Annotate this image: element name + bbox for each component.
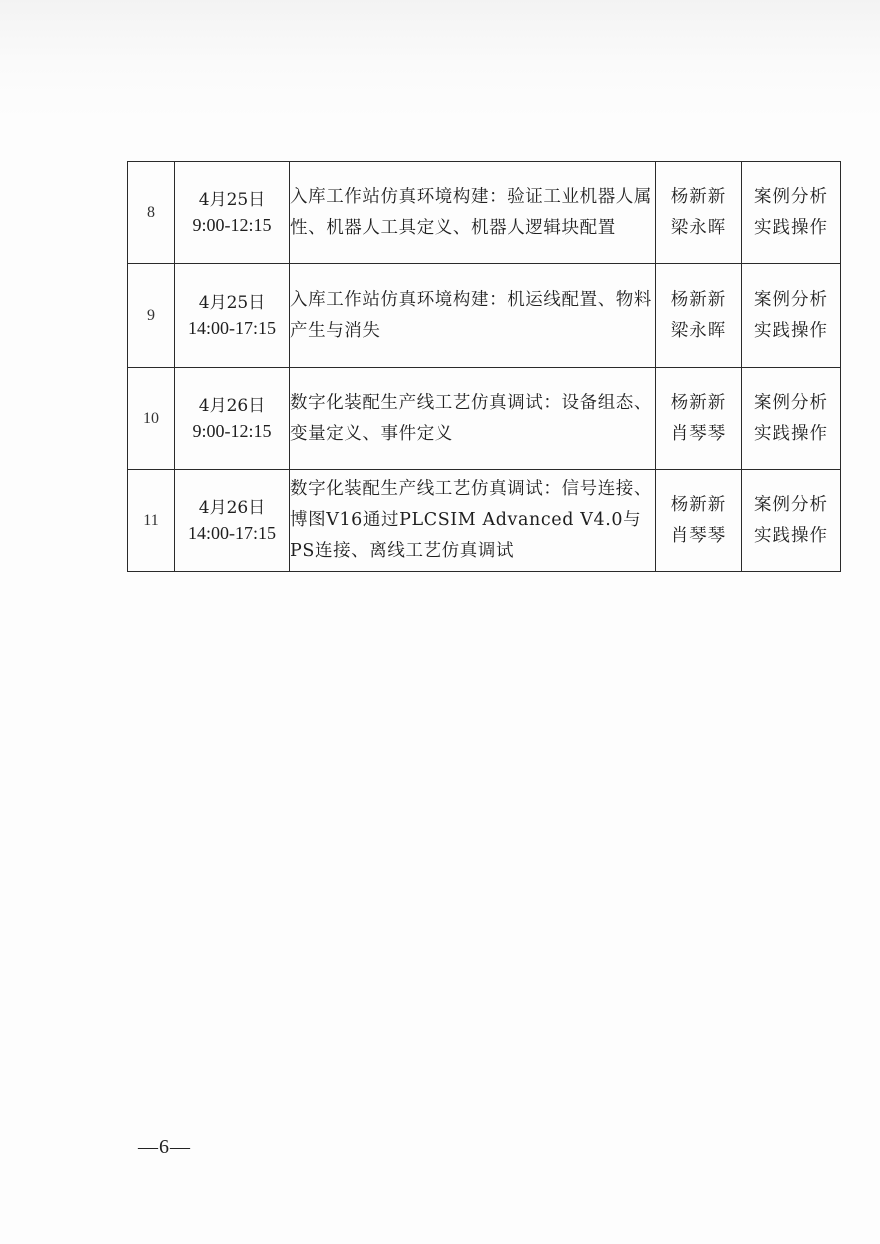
row-number: 8 <box>128 162 175 264</box>
session-date-time <box>175 368 290 470</box>
session-teachers <box>656 470 742 572</box>
page-number: —6— <box>138 1136 191 1158</box>
session-methods <box>742 368 841 470</box>
teacher-name: 杨新新 <box>670 186 727 207</box>
session-methods <box>742 264 841 368</box>
teaching-method: 实践操作 <box>754 423 828 444</box>
teacher-name: 杨新新 <box>670 289 727 310</box>
session-time: 9:00-12:15 <box>192 214 272 235</box>
session-content: 入库工作站仿真环境构建：验证工业机器人属性、机器人工具定义、机器人逻辑块配置 <box>290 162 656 264</box>
row-number: 11 <box>128 470 175 572</box>
table-row <box>128 470 841 572</box>
teaching-method: 案例分析 <box>754 494 828 515</box>
teaching-method: 案例分析 <box>754 392 828 413</box>
session-date: 4月25日 <box>198 292 266 313</box>
teacher-name: 杨新新 <box>670 494 727 515</box>
session-teachers <box>656 368 742 470</box>
row-number: 10 <box>128 368 175 470</box>
teaching-method: 案例分析 <box>754 186 828 207</box>
table-row <box>128 162 841 264</box>
page-scan-shading <box>0 0 880 120</box>
teaching-method: 实践操作 <box>754 525 828 546</box>
session-methods <box>742 470 841 572</box>
teacher-name: 肖琴琴 <box>670 525 727 546</box>
session-teachers <box>656 264 742 368</box>
teaching-method: 实践操作 <box>754 320 828 341</box>
table-row <box>128 368 841 470</box>
session-time: 14:00-17:15 <box>188 522 276 543</box>
training-schedule-table <box>127 161 841 572</box>
session-date-time <box>175 264 290 368</box>
session-date: 4月25日 <box>198 189 266 210</box>
session-date-time <box>175 162 290 264</box>
teaching-method: 实践操作 <box>754 217 828 238</box>
session-date: 4月26日 <box>198 497 266 518</box>
session-date-time <box>175 470 290 572</box>
teacher-name: 梁永晖 <box>670 320 727 341</box>
session-methods <box>742 162 841 264</box>
session-content: 入库工作站仿真环境构建：机运线配置、物料产生与消失 <box>290 264 656 368</box>
teacher-name: 杨新新 <box>670 392 727 413</box>
table-row <box>128 264 841 368</box>
row-number: 9 <box>128 264 175 368</box>
session-teachers <box>656 162 742 264</box>
teacher-name: 梁永晖 <box>670 217 727 238</box>
session-content: 数字化装配生产线工艺仿真调试：信号连接、博图V16通过PLCSIM Advanced V4.0与PS连接、离线工艺仿真调试 <box>290 470 656 572</box>
session-time: 9:00-12:15 <box>192 420 272 441</box>
session-time: 14:00-17:15 <box>188 317 276 338</box>
teaching-method: 案例分析 <box>754 289 828 310</box>
session-content: 数字化装配生产线工艺仿真调试：设备组态、变量定义、事件定义 <box>290 368 656 470</box>
session-date: 4月26日 <box>198 395 266 416</box>
teacher-name: 肖琴琴 <box>670 423 727 444</box>
